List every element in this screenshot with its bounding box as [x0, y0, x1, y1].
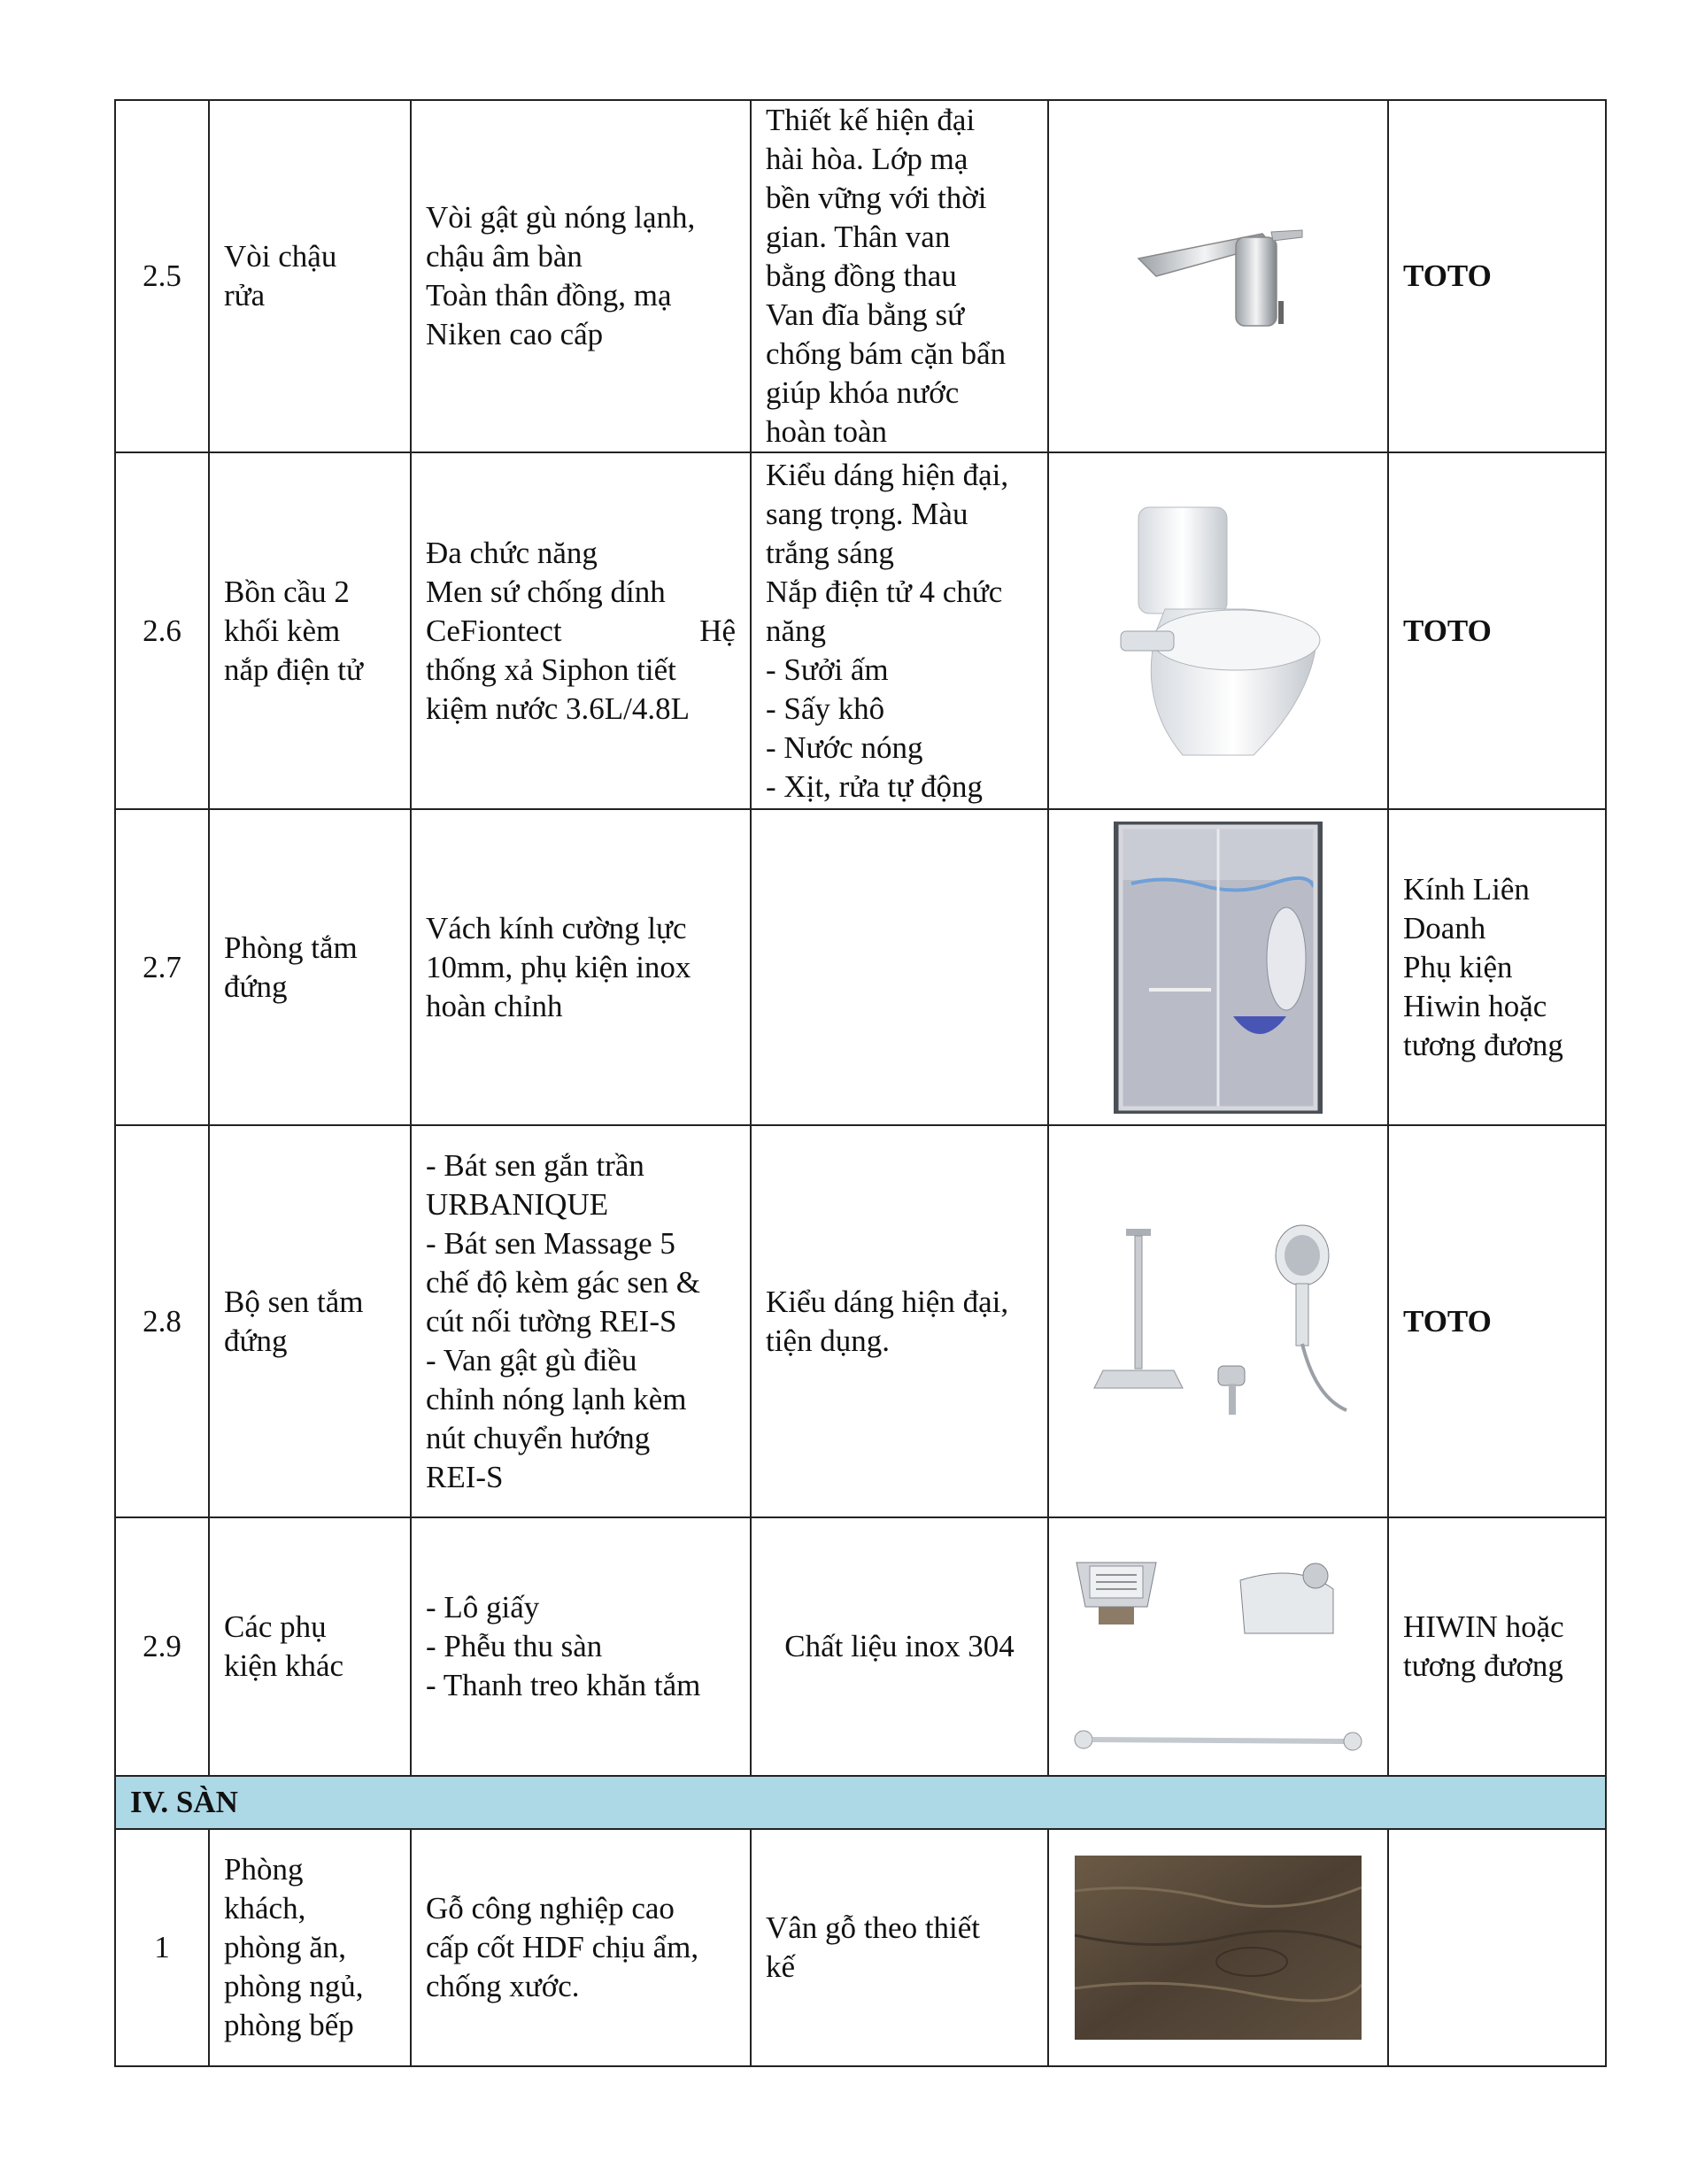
- item-name: Bộ sen tắm đứng: [209, 1125, 411, 1517]
- item-spec: - Lô giấy - Phễu thu sàn - Thanh treo khăn tắm: [411, 1517, 751, 1776]
- item-description: Thiết kế hiện đại hài hòa. Lớp mạ bền vững với thời gian. Thân van bằng đồng thau Van đĩa bằng sứ chống bám cặn bẩn giúp khóa nước hoàn toàn: [751, 100, 1048, 452]
- item-spec: - Bát sen gắn trần URBANIQUE - Bát sen Massage 5 chế độ kèm gác sen & cút nối tường REI-S - Van gật gù điều chỉnh nóng lạnh kèm nút chuyển hướng REI-S: [411, 1125, 751, 1517]
- shower-set-image: [1048, 1125, 1388, 1517]
- specification-table: [114, 99, 1607, 2067]
- item-description: Kiểu dáng hiện đại, tiện dụng.: [751, 1125, 1048, 1517]
- wood-floor-image: [1048, 1829, 1388, 2066]
- section-title: IV. SÀN: [115, 1776, 1606, 1829]
- item-name: Phòng khách, phòng ăn, phòng ngủ, phòng bếp: [209, 1829, 411, 2066]
- toilet-image: [1048, 452, 1388, 809]
- item-description: Vân gỗ theo thiết kế: [751, 1829, 1048, 2066]
- justified-word: CeFiontect: [426, 613, 562, 648]
- justified-word: Hệ: [699, 613, 736, 648]
- table-row: [115, 1517, 1606, 1776]
- faucet-image: [1048, 100, 1388, 452]
- table-row: [115, 1829, 1606, 2066]
- item-number: 2.6: [115, 452, 209, 809]
- item-name: Vòi chậu rửa: [209, 100, 411, 452]
- item-number: 2.8: [115, 1125, 209, 1517]
- item-name: Bồn cầu 2 khối kèm nắp điện tử: [209, 452, 411, 809]
- item-number: 2.5: [115, 100, 209, 452]
- item-brand: [1388, 1829, 1606, 2066]
- table-row: [115, 1125, 1606, 1517]
- item-description: [751, 809, 1048, 1125]
- section-header-row: [115, 1776, 1606, 1829]
- table-row: [115, 452, 1606, 809]
- item-spec: Vách kính cường lực 10mm, phụ kiện inox hoàn chỉnh: [411, 809, 751, 1125]
- shower-enclosure-image: [1048, 809, 1388, 1125]
- item-description: Chất liệu inox 304: [751, 1517, 1048, 1776]
- item-number: 2.7: [115, 809, 209, 1125]
- item-spec: Vòi gật gù nóng lạnh, chậu âm bàn Toàn thân đồng, mạ Niken cao cấp: [411, 100, 751, 452]
- table-row: [115, 809, 1606, 1125]
- item-description: Kiểu dáng hiện đại, sang trọng. Màu trắng sáng Nắp điện tử 4 chức năng - Sưởi ấm - Sấy khô - Nước nóng - Xịt, rửa tự động: [751, 452, 1048, 809]
- item-brand: TOTO: [1388, 452, 1606, 809]
- item-brand: Kính Liên Doanh Phụ kiện Hiwin hoặc tương đương: [1388, 809, 1606, 1125]
- item-spec: Đa chức năng Men sứ chống dính CeFiontect Hệ thống xả Siphon tiết kiệm nước 3.6L/4.8L: [411, 452, 751, 809]
- justified-line: [426, 612, 736, 651]
- accessories-image: [1048, 1517, 1388, 1776]
- item-name: Phòng tắm đứng: [209, 809, 411, 1125]
- item-brand: HIWIN hoặc tương đương: [1388, 1517, 1606, 1776]
- table-row: [115, 100, 1606, 452]
- item-brand: TOTO: [1388, 1125, 1606, 1517]
- item-spec: Gỗ công nghiệp cao cấp cốt HDF chịu ẩm, chống xước.: [411, 1829, 751, 2066]
- item-name: Các phụ kiện khác: [209, 1517, 411, 1776]
- item-number: 2.9: [115, 1517, 209, 1776]
- item-number: 1: [115, 1829, 209, 2066]
- item-brand: TOTO: [1388, 100, 1606, 452]
